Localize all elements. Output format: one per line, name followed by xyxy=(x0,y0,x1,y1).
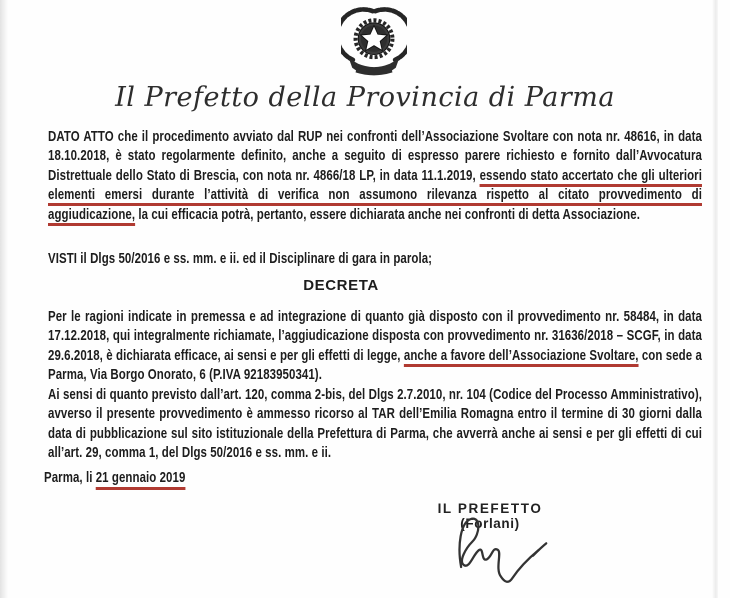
paragraph-visti xyxy=(48,249,730,268)
dato-atto-underlined-phrase: essendo stato accertato che gli ulteriori elementi emersi durante l’attività di verifica non assumono rilevanza rispetto al citato provvedimento di aggiudicazione, xyxy=(48,166,702,223)
decreta-heading: DECRETA xyxy=(303,277,379,294)
dateline xyxy=(44,468,444,487)
italy-emblem-icon xyxy=(341,7,407,81)
signer-title: IL PREFETTO xyxy=(437,501,543,516)
dato-atto-text-a: DATO ATTO che il procedimento avviato dal RUP nei confronti dell’Associazione Svoltare con nota nr. 48616, in data 18.10.2018, è stato regolarmente definito, anche a seguito di espresso parere richiesto e fornito dall’Avvocatura Distrettuale dello Stato di Brescia, con nota nr. 4866/18 LP, in data 11.1.2019, xyxy=(48,128,702,184)
visti-text: VISTI il Dlgs 50/2016 e ss. mm. e ii. ed il Disciplinare di gara in parola; xyxy=(48,250,433,267)
dateline-prefix: Parma, li xyxy=(44,469,96,486)
decreta-text-a: Per le ragioni indicate in premessa e ad integrazione di quanto già disposto con il provvedimento nr. 58484, in data 17.12.2018, qui integralmente richiamate, l’aggiudicazione disposta con provvedimento nr. 31636/2018 – SCGF, in data 29.6.2018, è dichiarata efficace, ai sensi e per gli effetti di legge, xyxy=(48,308,702,364)
ricorso-text: Ai sensi di quanto previsto dall’art. 120, comma 2-bis, del Dlgs 2.7.2010, nr. 104 (Codice del Processo Amministrativo), avverso il presente provvedimento è ammesso ricorso al TAR dell’Emilia Romagna entro il termine di 30 giorni dalla data di pubblicazione sul sito istituzionale della Prefettura di Parma, che avverrà anche ai sensi e per gli effetti di cui all’art. 29, comma 1, del Dlgs 50/2016 e ss. mm. e ii. xyxy=(48,386,702,462)
paragraph-ricorso xyxy=(48,385,730,463)
signer-name: (Forlani) xyxy=(460,516,520,531)
document-title: Il Prefetto della Provincia di Parma xyxy=(115,82,615,113)
paragraph-dato-atto xyxy=(48,127,730,224)
signature-scrawl-icon xyxy=(446,512,550,588)
dateline-date: 21 gennaio 2019 xyxy=(95,469,186,486)
decreta-text-b: con sede a Parma, Via Borgo Onorato, 6 (P.IVA 92183950341). xyxy=(48,346,702,384)
decreta-underlined-phrase: anche a favore dell’Associazione Svoltare, xyxy=(403,346,639,364)
paragraph-decreta-body xyxy=(48,307,730,385)
dato-atto-text-b: la cui efficacia potrà, pertanto, essere dichiarata anche nei confronti di detta Associazione. xyxy=(135,205,640,223)
